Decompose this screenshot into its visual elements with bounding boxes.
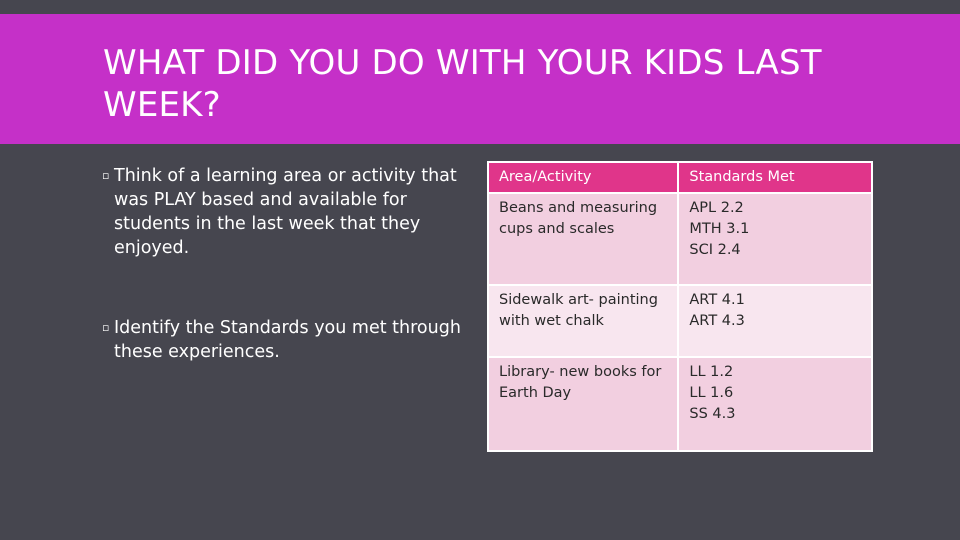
activity-cell: Library- new books for Earth Day: [488, 357, 678, 451]
standards-table: [487, 161, 873, 452]
standards-cell: [678, 193, 872, 285]
bullet-text: Think of a learning area or activity that was PLAY based and available for students in the last week that they enjoyed.: [114, 166, 457, 258]
table-row: [488, 193, 872, 285]
standard-code: APL 2.2: [689, 200, 744, 216]
header-standards-met: Standards Met: [678, 162, 872, 193]
standard-code: SS 4.3: [689, 406, 736, 422]
standard-code: SCI 2.4: [689, 242, 741, 258]
activity-cell: Sidewalk art- painting with wet chalk: [488, 285, 678, 357]
activity-cell: Beans and measuring cups and scales: [488, 193, 678, 285]
table-header-row: [488, 162, 872, 193]
table-row: [488, 357, 872, 451]
standards-cell: [678, 285, 872, 357]
bullet-item: [102, 316, 472, 364]
standard-code: LL 1.2: [689, 364, 734, 380]
slide-title: WHAT DID YOU DO WITH YOUR KIDS LAST WEEK?: [103, 43, 822, 125]
bullet-item: [102, 164, 472, 260]
bullet-icon: ▫: [102, 321, 110, 334]
standard-code: ART 4.3: [689, 313, 745, 329]
table-row: [488, 285, 872, 357]
standard-code: LL 1.6: [689, 385, 734, 401]
standard-code: MTH 3.1: [689, 221, 750, 237]
standard-code: ART 4.1: [689, 292, 745, 308]
standards-cell: [678, 357, 872, 451]
bullet-text: Identify the Standards you met through these experiences.: [114, 318, 461, 362]
bullet-list: [102, 164, 472, 364]
bullet-icon: ▫: [102, 169, 110, 182]
header-area-activity: Area/Activity: [488, 162, 678, 193]
